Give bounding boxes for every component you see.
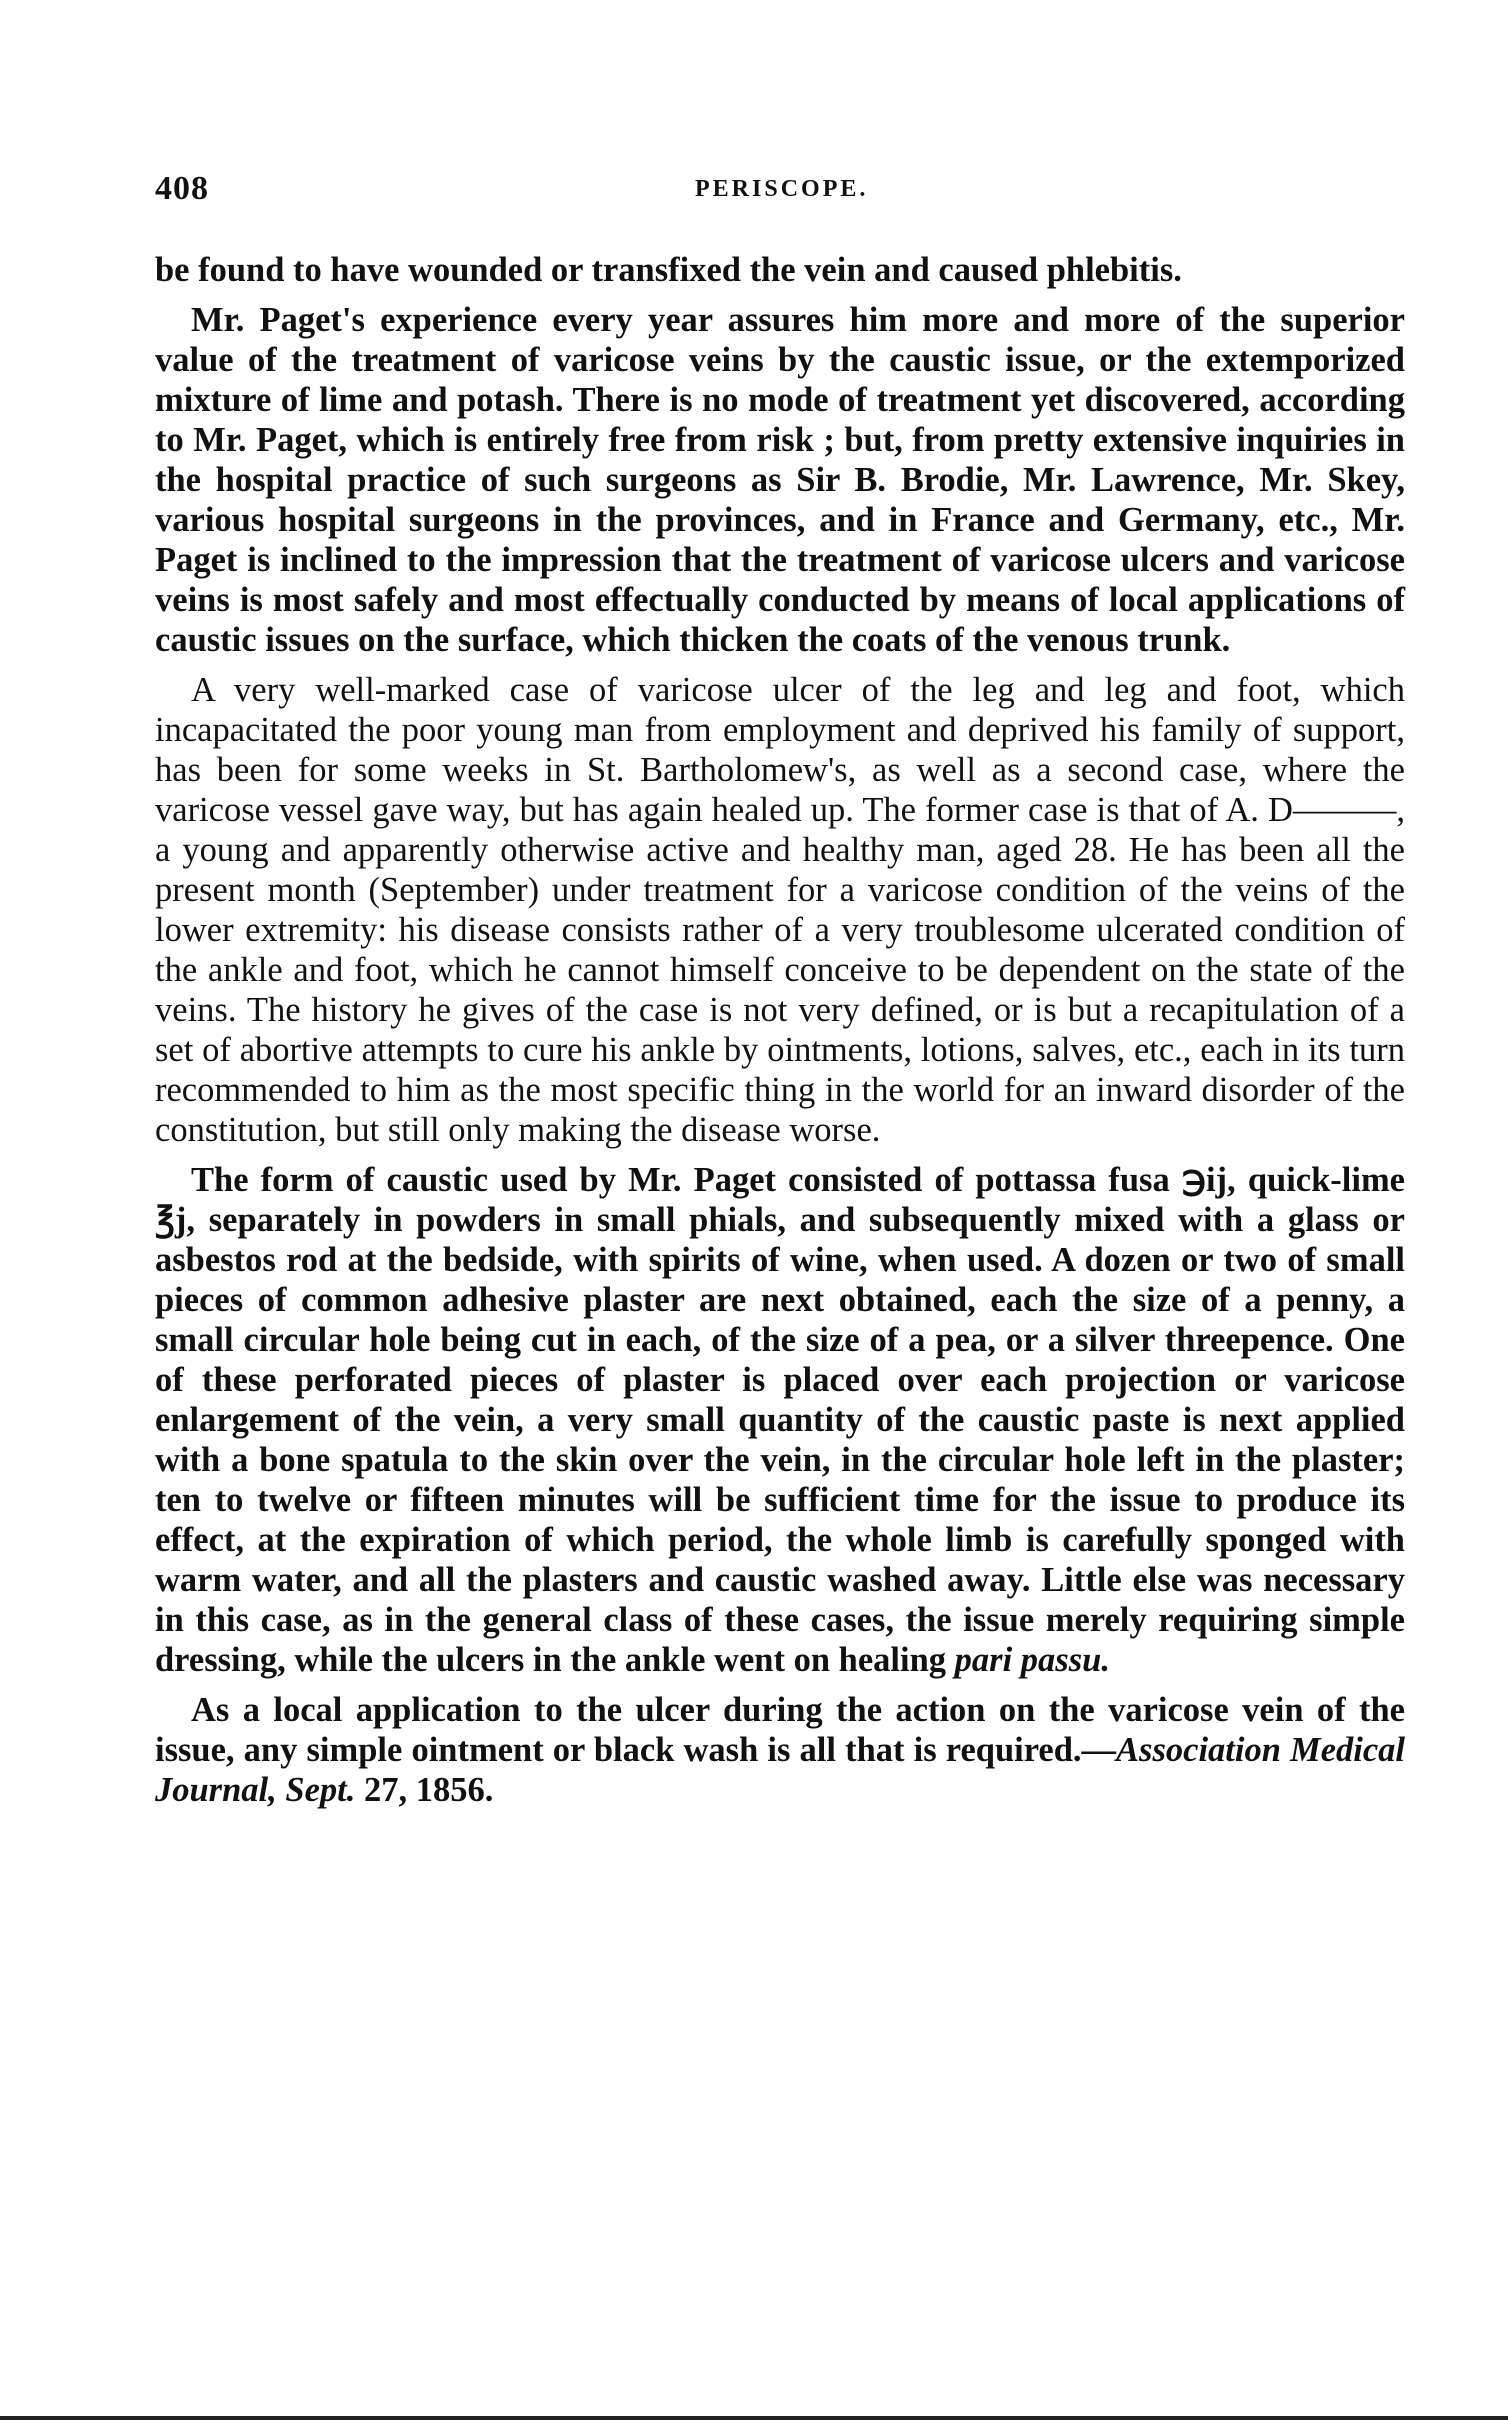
paragraph-4 <box>155 1160 1405 1680</box>
bottom-scan-edge <box>0 2416 1508 2420</box>
paragraph-1 <box>155 250 1405 290</box>
body-text <box>155 250 1405 1820</box>
paragraph-3-text: A very well-marked case of varicose ulcer of the leg and leg and foot, which incapacitated the poor young man from employment and deprived his family of support, has been for some weeks in St. Bartholomew's, as well as a second case, where the varicose vessel gave way, but has again healed up. The former case is that of A. D———, a young and apparently otherwise active and healthy man, aged 28. He has been all the present month (September) under treatment for a varicose condition of the veins of the lower extremity: his disease consists rather of a very troublesome ulcerated condition of the ankle and foot, which he cannot himself conceive to be dependent on the state of the veins. The history he gives of the case is not very defined, or is but a recapitulation of a set of abortive attempts to cure his ankle by ointments, lotions, salves, etc., each in its turn recommended to him as the most specific thing in the world for an inward disorder of the constitution, but still only making the disease worse. <box>155 671 1405 1149</box>
paragraph-2-text: Mr. Paget's experience every year assures him more and more of the superior value of the treatment of varicose veins by the caustic issue, or the extemporized mixture of lime and potash. There is no mode of treatment yet discovered, according to Mr. Paget, which is entirely free from risk ; but, from pretty extensive inquiries in the hospital practice of such surgeons as Sir B. Brodie, Mr. Lawrence, Mr. Skey, various hospital surgeons in the provinces, and in France and Germany, etc., Mr. Paget is inclined to the impression that the treatment of varicose ulcers and varicose veins is most safely and most effectually conducted by means of local applications of caustic issues on the surface, which thicken the coats of the venous trunk. <box>155 301 1405 659</box>
paragraph-4-text: The form of caustic used by Mr. Paget consisted of pottassa fusa ℈ij, quick-lime ℥j, separately in powders in small phials, and subsequently mixed with a glass or asbestos rod at the bedside, with spirits of wine, when used. A dozen or two of small pieces of common adhesive plaster are next obtained, each the size of a penny, a small circular hole being cut in each, of the size of a pea, or a silver threepence. One of these perforated pieces of plaster is placed over each projection or varicose enlargement of the vein, a very small quantity of the caustic paste is next applied with a bone spatula to the skin over the vein, in the circular hole left in the plaster; ten to twelve or fifteen minutes will be sufficient time for the issue to produce its effect, at the expiration of which period, the whole limb is carefully sponged with warm water, and all the plasters and caustic washed away. Little else was necessary in this case, as in the general class of these cases, the issue merely requiring simple dressing, while the ulcers in the ankle went on healing <box>155 1161 1405 1679</box>
paragraph-1-text: be found to have wounded or transfixed the vein and caused phlebitis. <box>155 251 1182 289</box>
paragraph-5-text: As a local application to the ulcer during the action on the varicose vein of the issue, any simple ointment or black wash is all that is required.— <box>155 1691 1405 1769</box>
running-head: PERISCOPE. <box>695 176 869 202</box>
page-number: 408 <box>155 170 209 207</box>
citation-date: 27, 1856. <box>355 1771 494 1809</box>
paragraph-3 <box>155 670 1405 1150</box>
paragraph-2 <box>155 300 1405 660</box>
paragraph-5 <box>155 1690 1405 1810</box>
pari-passu-phrase: pari passu. <box>954 1641 1110 1679</box>
citation-journal: Association Medical Journal, Sept. <box>155 1731 1405 1809</box>
page-header <box>155 170 1405 220</box>
